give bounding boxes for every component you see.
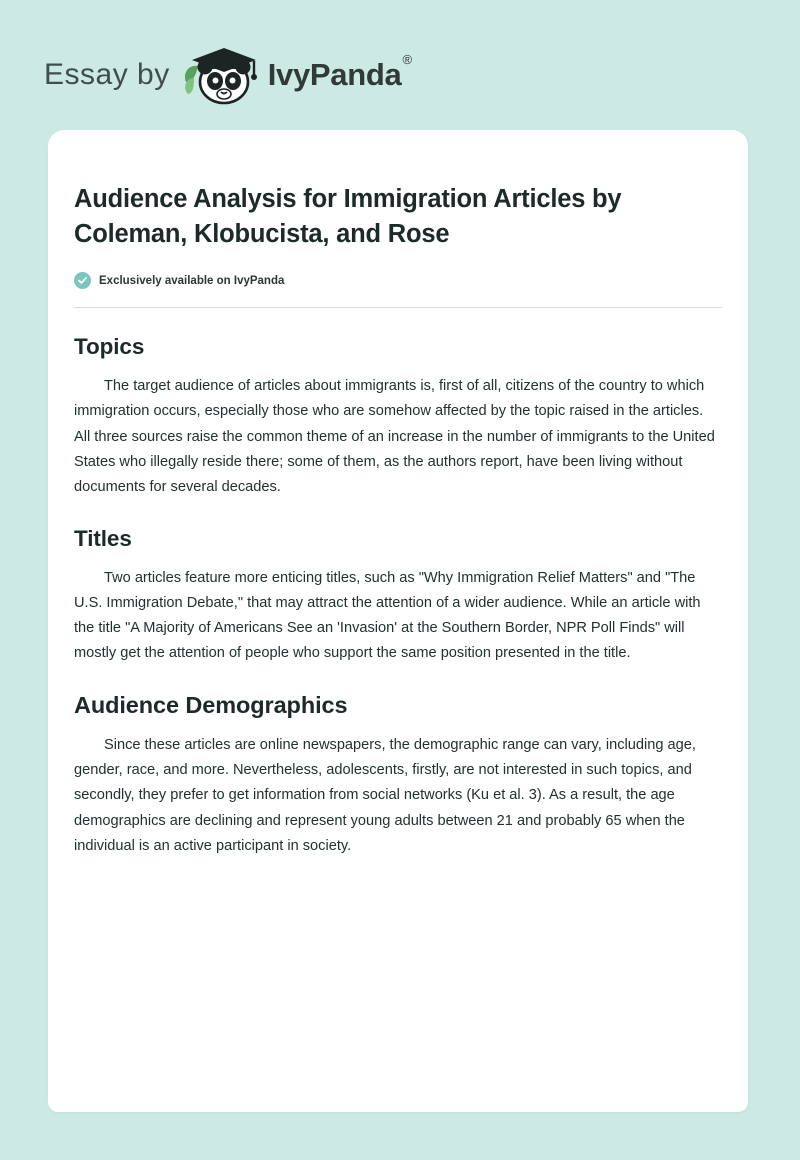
brand-name-text: IvyPanda <box>267 57 402 92</box>
title-divider <box>74 307 722 308</box>
trademark-symbol: ® <box>402 51 412 67</box>
brand-name <box>267 51 412 93</box>
ivypanda-logo[interactable] <box>178 42 411 108</box>
section-heading-topics: Topics <box>74 334 145 360</box>
exclusive-badge <box>74 272 722 289</box>
section-heading-audience-demographics: Audience Demographics <box>74 692 348 719</box>
section-paragraph-titles: Two articles feature more enticing titles, such as "Why Immigration Relief Matters" and "The U.S. Immigration Debate," that may attract the attention of a wider audience. While an article with the title "A Majority of Americans See an 'Invasion' at the Southern Border, NPR Poll Finds" will mostly get the attention of people who support the same position presented in the title. <box>74 569 701 662</box>
section-paragraph-topics: The target audience of articles about immigrants is, first of all, citizens of the country to which immigration occurs, especially those who are somehow affected by the topic raised in the articles. All three sources raise the common theme of an increase in the number of immigrants to the United States who illegally reside there; some of them, as the authors report, have been living without documents for several decades. <box>74 378 715 495</box>
document-card <box>48 130 748 1112</box>
panda-graduate-logo-icon <box>178 42 264 108</box>
section-paragraph-audience-demographics: Since these articles are online newspapers, the demographic range can vary, including age, gender, race, and more. Nevertheless, adolescents, firstly, are not interested in such topics, and secondly, they prefer to get information from social networks (Ku et al. 3). As a result, the age demographics are declining and represent young adults between 21 and probably 65 when the individual is an active participant in society. <box>74 737 696 854</box>
brand-header <box>0 0 800 108</box>
section-heading-titles: Titles <box>74 525 132 551</box>
check-circle-icon <box>74 272 91 289</box>
brand-prefix: Essay by <box>44 58 170 91</box>
exclusive-label: Exclusively available on IvyPanda <box>99 274 285 287</box>
page-title: Audience Analysis for Immigration Articles by Coleman, Klobucista, and Rose <box>74 185 622 249</box>
